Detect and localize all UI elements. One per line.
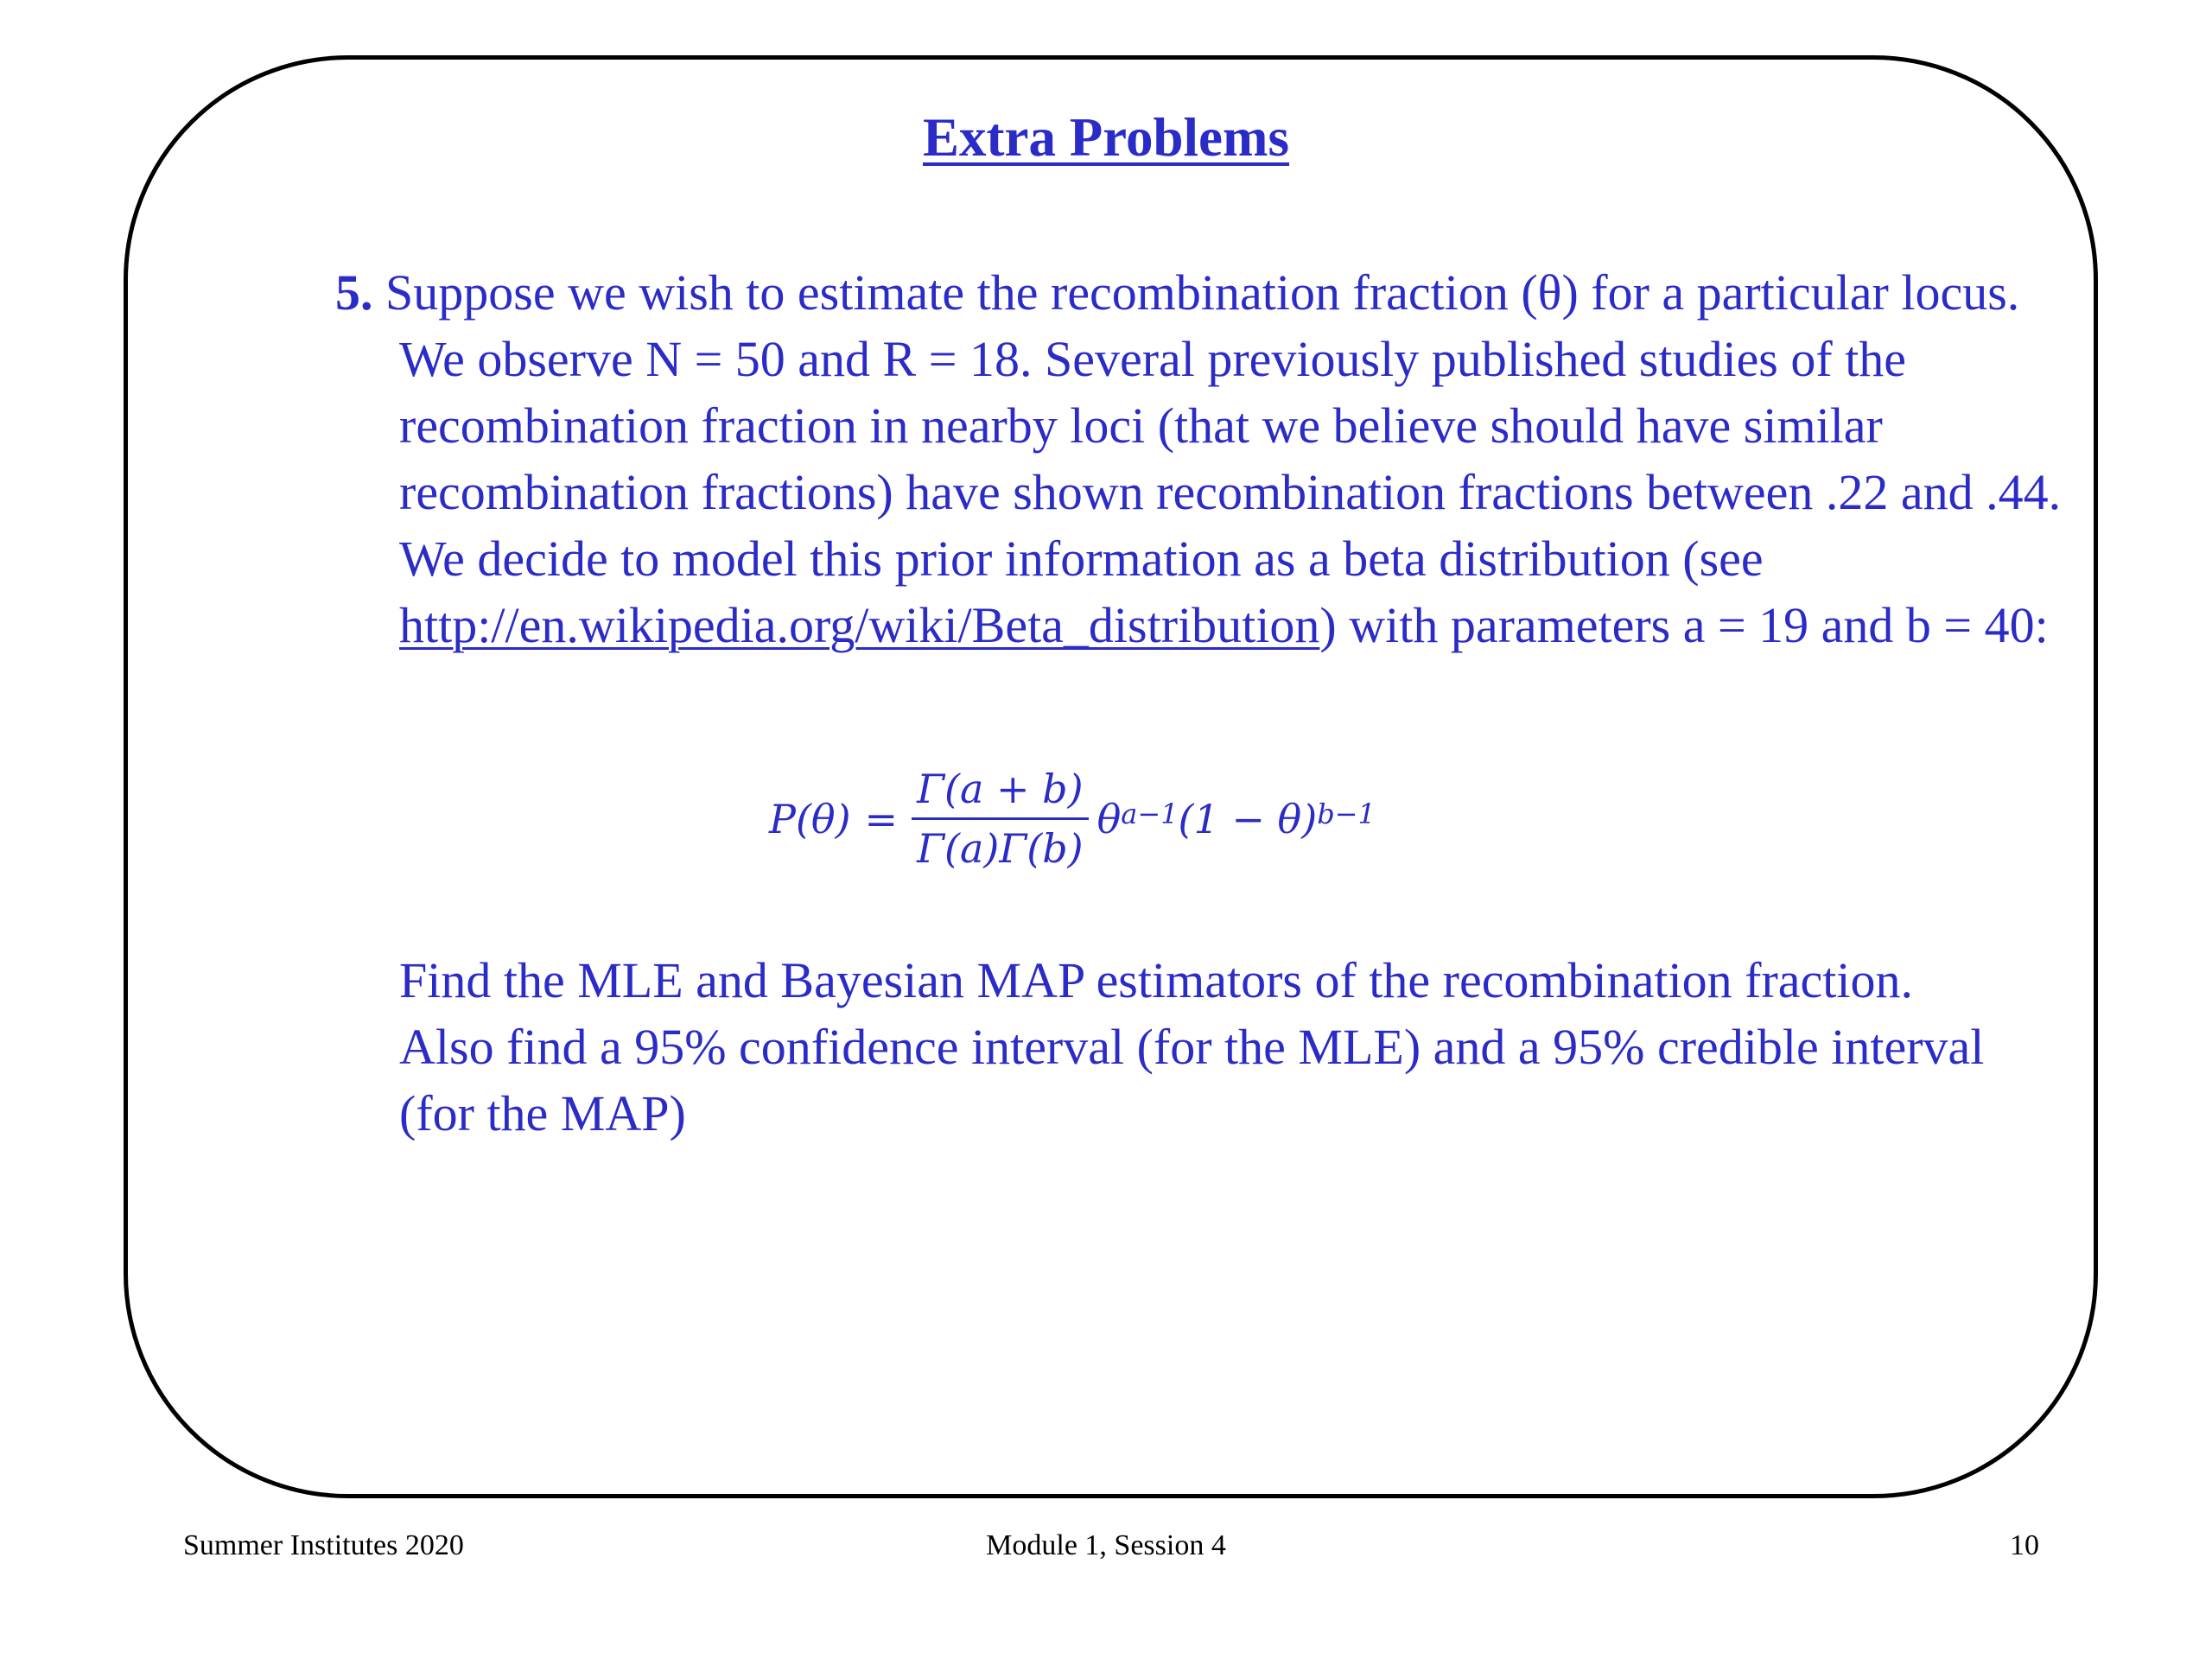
problem-text-after-link: ) with parameters a = 19 and b = 40:	[1319, 597, 2049, 653]
formula-numerator: Γ(a + b)	[912, 766, 1088, 820]
question-text: Find the MLE and Bayesian MAP estimators of the recombination fraction. Also find a 95% confidence interval (for the MLE) and a 95% credible interval (for the MAP)	[399, 952, 1985, 1141]
problem-text	[335, 259, 2067, 658]
footer-left: Summer Institutes 2020	[183, 1529, 464, 1561]
slide-title: Extra Problems	[922, 107, 1290, 168]
formula-factor: (1 − θ)	[1178, 795, 1318, 842]
beta-formula	[769, 766, 1376, 872]
beta-distribution-link[interactable]: http://en.wikipedia.org/wiki/Beta_distribution	[399, 597, 1320, 653]
page-number: 10	[2010, 1529, 2039, 1561]
problem-text-before-link: Suppose we wish to estimate the recombination fraction (θ) for a particular locus. We observe N = 50 and R = 18. Several previously published studies of the recombination fraction in nearby loci (that we believe should have similar recombination fractions) have shown recombination fractions between .22 and .44. We decide to model this prior information as a beta distribution (see	[385, 264, 2062, 587]
formula-theta: θ	[1096, 795, 1122, 842]
problem-number: 5.	[335, 264, 373, 321]
formula-denominator: Γ(a)Γ(b)	[917, 825, 1084, 872]
formula-theta-exponent: a−1	[1121, 797, 1179, 830]
formula-fraction	[912, 766, 1089, 872]
formula-equals: =	[864, 795, 899, 842]
footer-center: Module 1, Session 4	[986, 1529, 1226, 1561]
formula-lhs: P(θ)	[769, 795, 851, 842]
formula-factor-exponent: b−1	[1317, 797, 1376, 830]
